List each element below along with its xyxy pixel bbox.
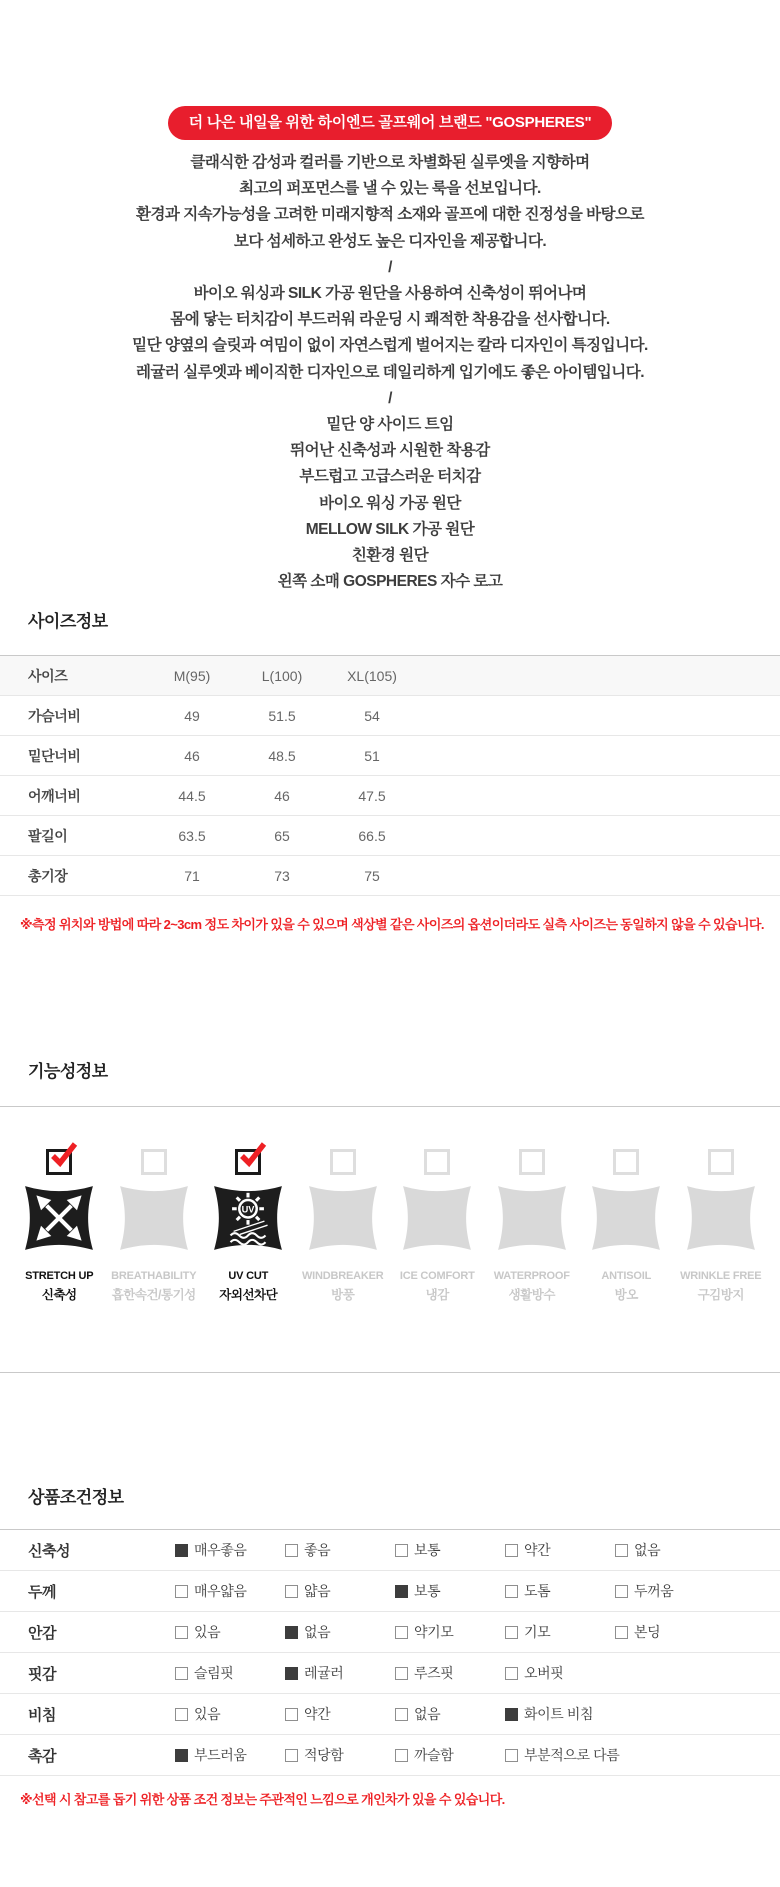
condition-option [285, 1704, 395, 1724]
brand-banner: 더 나은 내일을 위한 하이엔드 골프웨어 브랜드 "GOSPHERES" [168, 106, 613, 140]
function-label-ko: 생활방수 [508, 1288, 555, 1303]
filled-square-icon [175, 1544, 188, 1557]
condition-option [395, 1704, 505, 1724]
function-label-ko: 냉감 [425, 1288, 449, 1303]
fabric-swatch-icon [589, 1181, 663, 1260]
description-line: 환경과 지속가능성을 고려한 미래지향적 소재와 골프에 대한 진정성을 바탕으로 [135, 206, 645, 224]
description-line: 뛰어난 신축성과 시원한 착용감 [290, 442, 490, 460]
condition-option-label: 좋음 [304, 1542, 331, 1559]
description-line: 왼쪽 소매 GOSPHERES 자수 로고 [277, 573, 503, 591]
condition-option-label: 적당함 [304, 1747, 344, 1764]
filled-square-icon [505, 1708, 518, 1721]
size-row-label: 총기장 [28, 867, 68, 884]
size-value: 48.5 [268, 747, 296, 764]
size-info-section [0, 607, 780, 933]
function-label-en: BREATHABILITY [111, 1270, 197, 1283]
function-item [12, 1149, 107, 1303]
size-value: 71 [184, 867, 200, 884]
condition-option [505, 1540, 615, 1560]
condition-option-label: 약간 [304, 1706, 331, 1723]
condition-row-label: 안감 [28, 1624, 56, 1642]
size-value: 51.5 [268, 707, 296, 724]
condition-option-label: 매우얇음 [194, 1583, 247, 1600]
condition-option-label: 없음 [634, 1542, 661, 1559]
description-line: 몸에 닿는 터치감이 부드러워 라운딩 시 쾌적한 착용감을 선사합니다. [170, 311, 610, 329]
condition-option [175, 1581, 285, 1601]
empty-square-icon [505, 1544, 518, 1557]
empty-square-icon [395, 1749, 408, 1762]
empty-square-icon [395, 1708, 408, 1721]
filled-square-icon [285, 1667, 298, 1680]
condition-option [175, 1663, 285, 1683]
svg-text:UV: UV [241, 1204, 255, 1215]
condition-option [285, 1540, 395, 1560]
condition-row-label: 촉감 [28, 1747, 56, 1765]
divider [0, 1372, 780, 1373]
condition-option-label: 부분적으로 다름 [524, 1747, 620, 1764]
description-line: 클래식한 감성과 컬러를 기반으로 차별화된 실루엣을 지향하며 [190, 154, 590, 171]
condition-option-label: 얇음 [304, 1583, 331, 1600]
filled-square-icon [285, 1626, 298, 1639]
unchecked-checkbox-icon [613, 1149, 639, 1175]
size-table-row [0, 776, 780, 816]
size-row-label: 어깨너비 [28, 787, 81, 804]
condition-row [0, 1735, 780, 1776]
size-table-row [0, 696, 780, 736]
condition-option [285, 1581, 395, 1601]
size-column-header: XL(105) [347, 667, 397, 684]
empty-square-icon [615, 1626, 628, 1639]
empty-square-icon [285, 1708, 298, 1721]
condition-option [395, 1581, 505, 1601]
empty-square-icon [395, 1626, 408, 1639]
size-column-header: M(95) [173, 667, 211, 684]
condition-row-label: 신축성 [28, 1542, 70, 1560]
checked-checkbox-icon [235, 1149, 261, 1175]
size-row-label: 팔길이 [28, 827, 68, 844]
function-label-en: ICE COMFORT [399, 1270, 475, 1283]
fabric-swatch-icon [684, 1181, 758, 1260]
checked-checkbox-icon [46, 1149, 72, 1175]
function-label-ko: 자외선차단 [219, 1288, 278, 1303]
empty-square-icon [505, 1585, 518, 1598]
description-line: 보다 섬세하고 완성도 높은 디자인을 제공합니다. [233, 232, 547, 250]
condition-option [175, 1704, 285, 1724]
condition-option-label: 두꺼움 [634, 1583, 674, 1600]
function-item [107, 1149, 202, 1303]
size-value: 44.5 [178, 787, 206, 804]
function-label-en: WATERPROOF [493, 1270, 570, 1283]
size-table-row [0, 736, 780, 776]
size-value: 49 [184, 707, 200, 724]
description-line: 최고의 퍼포먼스를 낼 수 있는 룩을 선보입니다. [239, 180, 541, 198]
condition-option [505, 1581, 615, 1601]
function-label-en: WRINKLE FREE [680, 1270, 762, 1283]
banner-row [0, 0, 780, 140]
condition-row [0, 1694, 780, 1735]
description-line: / [388, 258, 392, 276]
description-line: 바이오 워싱과 SILK 가공 원단을 사용하여 신축성이 뛰어나며 [193, 285, 587, 303]
function-icon-grid [0, 1107, 780, 1303]
condition-option [395, 1540, 505, 1560]
condition-option [395, 1663, 505, 1683]
size-value: 73 [274, 867, 290, 884]
unchecked-checkbox-icon [141, 1149, 167, 1175]
condition-option [175, 1540, 285, 1560]
condition-option [285, 1745, 395, 1765]
function-label-ko: 신축성 [41, 1288, 77, 1303]
unchecked-checkbox-icon [708, 1149, 734, 1175]
condition-option [505, 1622, 615, 1642]
size-value: 46 [184, 747, 200, 764]
condition-option-label: 화이트 비침 [524, 1706, 594, 1723]
condition-option [615, 1622, 725, 1642]
condition-section-title: 상품조건정보 [28, 1488, 124, 1508]
product-description [0, 150, 780, 595]
empty-square-icon [395, 1667, 408, 1680]
description-line: MELLOW SILK 가공 원단 [305, 520, 475, 538]
condition-option [505, 1745, 619, 1765]
condition-option-label: 슬림핏 [194, 1665, 234, 1682]
size-table-header-row [0, 656, 780, 696]
size-value: 54 [364, 707, 380, 724]
condition-option-label: 기모 [524, 1624, 551, 1641]
empty-square-icon [285, 1544, 298, 1557]
condition-option [615, 1581, 725, 1601]
size-value: 65 [274, 827, 290, 844]
function-label-en: STRETCH UP [25, 1270, 94, 1283]
condition-option-label: 없음 [304, 1624, 331, 1641]
filled-square-icon [175, 1749, 188, 1762]
stretch-arrows-icon [22, 1181, 96, 1260]
function-item [296, 1149, 391, 1303]
condition-option-label: 있음 [194, 1624, 221, 1641]
size-value: 51 [364, 747, 380, 764]
condition-option [505, 1704, 615, 1724]
condition-option-label: 없음 [414, 1706, 441, 1723]
fabric-swatch-icon [117, 1181, 191, 1260]
condition-option-label: 도톰 [524, 1583, 551, 1600]
condition-option [395, 1745, 505, 1765]
empty-square-icon [175, 1708, 188, 1721]
condition-option-label: 오버핏 [524, 1665, 564, 1682]
empty-square-icon [615, 1544, 628, 1557]
condition-info-section [0, 1483, 780, 1887]
function-label-ko: 방풍 [331, 1288, 355, 1303]
condition-row [0, 1530, 780, 1571]
size-value: 46 [274, 787, 290, 804]
condition-row [0, 1612, 780, 1653]
unchecked-checkbox-icon [330, 1149, 356, 1175]
function-label-en: WINDBREAKER [301, 1270, 384, 1283]
function-label-ko: 방오 [614, 1288, 638, 1303]
empty-square-icon [285, 1585, 298, 1598]
condition-option-label: 본딩 [634, 1624, 661, 1641]
condition-table [0, 1530, 780, 1776]
description-line: 밑단 양 사이드 트임 [326, 416, 454, 434]
unchecked-checkbox-icon [424, 1149, 450, 1175]
condition-option-label: 레귤러 [304, 1665, 344, 1682]
function-item [674, 1149, 769, 1303]
size-value: 75 [364, 867, 380, 884]
condition-option-label: 약간 [524, 1542, 551, 1559]
function-label-en: UV CUT [228, 1270, 269, 1283]
description-line: 레귤러 실루엣과 베이직한 디자인으로 데일리하게 입기에도 좋은 아이템입니다. [135, 363, 645, 381]
condition-option [395, 1622, 505, 1642]
size-section-title: 사이즈정보 [28, 612, 108, 632]
description-line: 밑단 양옆의 슬릿과 여밈이 없이 자연스럽게 벌어지는 칼라 디자인이 특징입니다. [132, 337, 648, 355]
condition-row [0, 1571, 780, 1612]
condition-option [615, 1540, 725, 1560]
empty-square-icon [175, 1667, 188, 1680]
size-column-header: 사이즈 [28, 667, 68, 684]
condition-option-label: 보통 [414, 1542, 441, 1559]
empty-square-icon [505, 1749, 518, 1762]
condition-row-label: 두께 [28, 1583, 56, 1601]
condition-option [285, 1663, 395, 1683]
function-label-en: ANTISOIL [601, 1270, 652, 1283]
empty-square-icon [175, 1626, 188, 1639]
fabric-swatch-icon [495, 1181, 569, 1260]
empty-square-icon [285, 1749, 298, 1762]
condition-option-label: 루즈핏 [414, 1665, 454, 1682]
description-line: 친환경 원단 [351, 547, 429, 565]
description-line: 바이오 워싱 가공 원단 [319, 494, 461, 512]
condition-option-label: 부드러움 [194, 1747, 247, 1764]
empty-square-icon [615, 1585, 628, 1598]
condition-row-label: 비침 [28, 1706, 56, 1724]
size-table-row [0, 856, 780, 896]
size-notice: ※측정 위치와 방법에 따라 2~3cm 정도 차이가 있을 수 있으며 색상별 같은 사이즈의 옵션이더라도 실측 사이즈는 동일하지 않을 수 있습니다. [20, 917, 764, 933]
function-info-section [0, 1057, 780, 1373]
condition-option [285, 1622, 395, 1642]
filled-square-icon [395, 1585, 408, 1598]
size-table [0, 656, 780, 896]
empty-square-icon [175, 1585, 188, 1598]
function-section-title: 기능성정보 [28, 1062, 108, 1082]
fabric-swatch-icon [306, 1181, 380, 1260]
description-line: / [388, 389, 392, 407]
condition-notice: ※선택 시 참고를 돕기 위한 상품 조건 정보는 주관적인 느낌으로 개인차가 있을 수 있습니다. [20, 1792, 505, 1808]
function-item [485, 1149, 580, 1303]
empty-square-icon [505, 1626, 518, 1639]
size-column-header: L(100) [261, 667, 303, 684]
empty-square-icon [505, 1667, 518, 1680]
size-row-label: 밑단너비 [28, 747, 81, 764]
condition-option [175, 1745, 285, 1765]
function-item [579, 1149, 674, 1303]
condition-option-label: 까슬함 [414, 1747, 454, 1764]
function-item [390, 1149, 485, 1303]
condition-option [175, 1622, 285, 1642]
condition-option-label: 보통 [414, 1583, 441, 1600]
function-item [201, 1149, 296, 1303]
size-table-row [0, 816, 780, 856]
fabric-swatch-icon [400, 1181, 474, 1260]
condition-option [505, 1663, 615, 1683]
condition-option-label: 약기모 [414, 1624, 454, 1641]
description-line: 부드럽고 고급스러운 터치감 [299, 468, 481, 486]
uv-sun-icon [211, 1181, 285, 1260]
condition-option-label: 매우좋음 [194, 1542, 247, 1559]
size-value: 63.5 [178, 827, 206, 844]
size-row-label: 가슴너비 [28, 707, 81, 724]
empty-square-icon [395, 1544, 408, 1557]
unchecked-checkbox-icon [519, 1149, 545, 1175]
function-label-ko: 구김방지 [697, 1288, 744, 1303]
condition-row [0, 1653, 780, 1694]
function-label-ko: 흡한속건/통기성 [111, 1288, 196, 1303]
condition-option-label: 있음 [194, 1706, 221, 1723]
condition-row-label: 핏감 [28, 1665, 56, 1683]
size-value: 66.5 [358, 827, 386, 844]
size-value: 47.5 [358, 787, 386, 804]
